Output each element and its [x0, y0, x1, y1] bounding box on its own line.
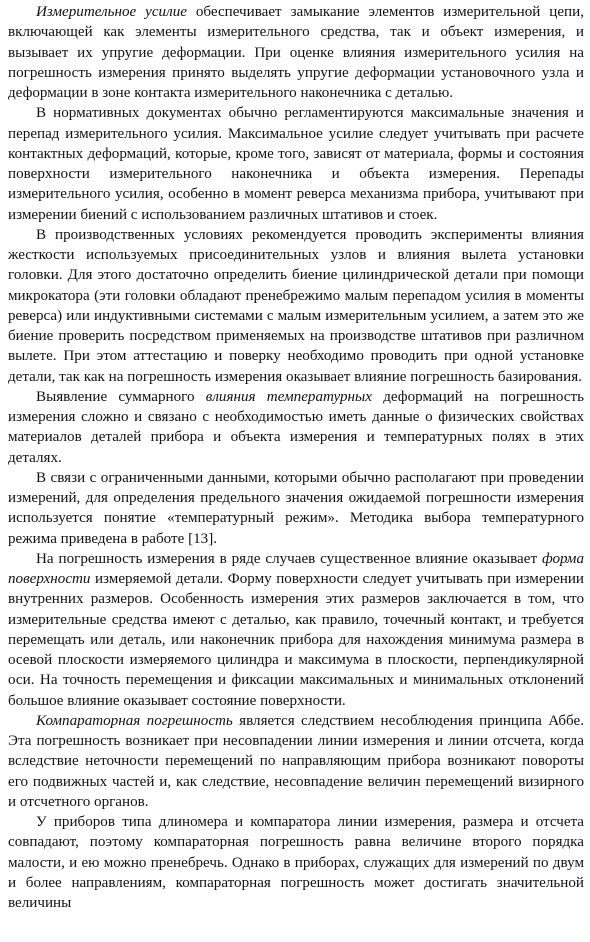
italic-term: Компараторная погрешность — [36, 712, 233, 729]
paragraph-text: Выявление суммарного — [36, 388, 206, 405]
paragraph — [8, 225, 584, 387]
paragraph — [8, 2, 584, 103]
paragraph — [8, 711, 584, 812]
document-text-body — [8, 2, 584, 913]
paragraph — [8, 103, 584, 225]
document-page — [8, 2, 584, 940]
paragraph — [8, 387, 584, 468]
italic-term: Измерительное усилие — [36, 4, 187, 20]
paragraph-text: деформаций на погрешность измерения сложно и связано с необходимостью иметь данные о физических свойствах материалов деталей прибора и объекта измерения и температурных полях в этих деталях. — [8, 388, 584, 466]
paragraph-text: В производственных условиях рекомендуется проводить эксперименты влияния жесткости используемых присоединительных узлов и влияния вылета установки головки. Для этого достаточно определить биение цилиндрической детали при помощи микрокатора (эти головки обладают пренебрежимо малым перепадом усилия в моменты реверса) или индуктивными системами с малым измерительным усилием, а затем это же биение проверить посредством применяемых на производстве штативов при различном вылете. При этом аттестацию и поверку необходимо проводить при одной установке детали, так как на погрешность измерения оказывает влияние погрешность базирования. — [8, 226, 584, 385]
paragraph-text: В нормативных документах обычно регламентируются максимальные значения и перепад измерительного усилия. Максимальное усилие следует учитывать при расчете контактных деформаций, которые, кроме того, зависят от материала, формы и состояния поверхности измерительного наконечника и объекта измерения. Перепады измерительного усилия, особенно в момент реверса механизма прибора, учитывают при измерении биений с использованием различных штативов и стоек. — [8, 105, 584, 223]
paragraph — [8, 812, 584, 913]
paragraph — [8, 468, 584, 549]
italic-term: влияния температурных — [205, 388, 372, 405]
italic-term: форма поверхности — [8, 550, 584, 587]
paragraph-text: измеряемой детали. Форму поверхности следует учитывать при измерении внутренних размеров. Особенность измерения этих размеров заключается в том, что измерительные средства имеют с деталью, как правило, точечный контакт, и требуется перемещать или деталь, или наконечник прибора для нахождения минимума размера в осевой плоскости измеряемого цилиндра и максимума в плоскости, перпендикулярной оси. На точность перемещения и фиксации максимальных и минимальных отклонений большое влияние оказывает состояние поверхности. — [8, 571, 584, 709]
paragraph-text: На погрешность измерения в ряде случаев существенное влияние оказывает — [36, 550, 542, 567]
paragraph-text: обеспечивает замыкание элементов измерительной цепи, включающей как элементы измерительного средства, так и объект измерения, и вызывает их упругие деформации. При оценке влияния измерительного усилия на погрешность измерения принято выделять упругие деформации установочного узла и деформации в зоне контакта измерительного наконечника с деталью. — [8, 4, 584, 101]
paragraph-text: В связи с ограниченными данными, которыми обычно располагают при проведении измерений, для определения предельного значения ожидаемой погрешности измерения используется понятие «температурный режим». Методика выбора температурного режима приведена в работе [13]. — [8, 469, 584, 547]
paragraph — [8, 549, 584, 711]
paragraph-text: является следствием несоблюдения принципа Аббе. Эта погрешность возникает при несовпадении линии измерения и линии отсчета, когда вследствие неточности перемещений по направляющим прибора возникают повороты его подвижных частей и, как следствие, несовпадение величин перемещений визирного и отсчетного органов. — [8, 712, 584, 810]
paragraph-text: У приборов типа длиномера и компаратора линии измерения, размера и отсчета совпадают, поэтому компараторная погрешность равна величине второго порядка малости, и ею можно пренебречь. Однако в приборах, служащих для измерений по двум и более направлениям, компараторная погрешность может достигать значительной величины — [8, 814, 584, 911]
